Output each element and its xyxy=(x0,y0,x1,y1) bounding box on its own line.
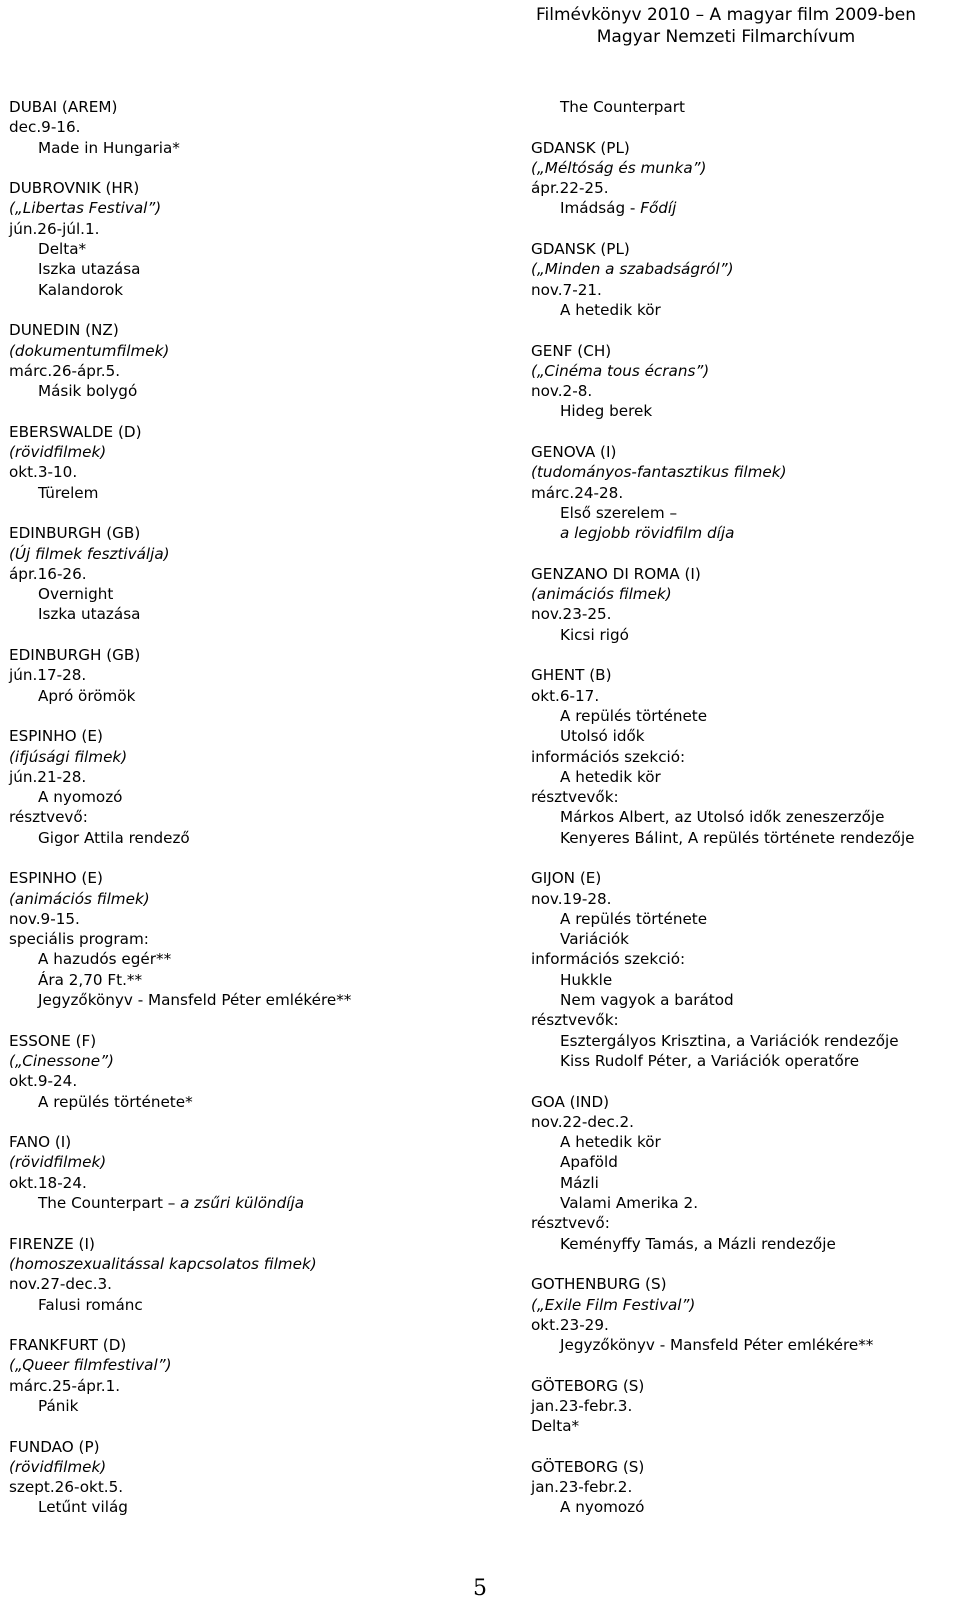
entry-line xyxy=(9,1031,479,1051)
entry-line xyxy=(9,381,479,401)
entry-text: Overnight xyxy=(38,585,114,604)
entry-text: (ifjúsági filmek) xyxy=(9,747,128,766)
entry-line xyxy=(9,807,479,827)
entry-line xyxy=(9,929,479,949)
entry-text: résztvevők: xyxy=(531,1011,619,1030)
entry-line xyxy=(9,787,479,807)
entry-text: okt.23-29. xyxy=(531,1315,609,1334)
entry-line xyxy=(9,1234,479,1254)
header-title: Filmévkönyv 2010 – A magyar film 2009-ben xyxy=(535,5,917,25)
entry-text: márc.25-ápr.1. xyxy=(9,1376,121,1395)
entry-text: Apaföld xyxy=(560,1153,618,1172)
award-text: Fődíj xyxy=(640,199,677,218)
entry-line xyxy=(531,949,956,969)
entry-line xyxy=(531,970,956,990)
entry-line xyxy=(531,1234,956,1254)
entry-line xyxy=(9,442,479,462)
entry-text: GÖTEBORG (S) xyxy=(531,1457,645,1476)
entry-text: a legjobb rövidfilm díja xyxy=(560,524,735,543)
entry-line xyxy=(9,462,479,482)
entry-line xyxy=(531,584,956,604)
entry-text: jún.26-júl.1. xyxy=(9,219,100,238)
entry-text: A nyomozó xyxy=(38,788,123,807)
entry-text: résztvevő: xyxy=(531,1214,610,1233)
festival-entry xyxy=(531,239,956,320)
entry-line xyxy=(9,1092,479,1112)
entry-line xyxy=(9,422,479,442)
entry-line xyxy=(531,1315,956,1335)
entry-line xyxy=(9,198,479,218)
entry-text: A hazudós egér** xyxy=(38,950,172,969)
entry-text: Kiss Rudolf Péter, a Variációk operatőre xyxy=(560,1051,860,1070)
entry-line xyxy=(531,198,956,218)
entry-text: Kenyeres Bálint, A repülés története rendezője xyxy=(560,828,915,847)
entry-text: Pánik xyxy=(38,1397,79,1415)
entry-text: GOA (IND) xyxy=(531,1092,610,1111)
entry-line xyxy=(531,300,956,320)
left-column xyxy=(9,97,479,1538)
entry-line xyxy=(531,1051,956,1071)
entry-line xyxy=(9,138,479,158)
festival-entry xyxy=(531,868,956,1071)
entry-text: Iszka utazása xyxy=(38,605,141,624)
entry-line xyxy=(9,1497,479,1517)
entry-text: (rövidfilmek) xyxy=(9,1153,107,1172)
festival-entry xyxy=(9,1335,479,1416)
entry-line xyxy=(9,604,479,624)
entry-line xyxy=(531,1335,956,1355)
entry-text: okt.6-17. xyxy=(531,686,600,705)
entry-line xyxy=(9,990,479,1010)
entry-text: jún.21-28. xyxy=(9,767,87,786)
entry-line xyxy=(531,462,956,482)
entry-text: (animációs filmek) xyxy=(531,585,672,604)
entry-text: DUBAI (AREM) xyxy=(9,98,118,116)
entry-text: FIRENZE (I) xyxy=(9,1234,95,1253)
entry-line xyxy=(531,665,956,685)
entry-line xyxy=(9,828,479,848)
entry-text: Apró örömök xyxy=(38,686,136,705)
entry-line xyxy=(531,158,956,178)
festival-entry xyxy=(9,868,479,1010)
entry-line xyxy=(9,97,479,117)
entry-line xyxy=(9,361,479,381)
festival-entry xyxy=(9,645,479,706)
entry-line xyxy=(531,868,956,888)
entry-text: Jegyzőkönyv - Mansfeld Péter emlékére** xyxy=(560,1336,874,1355)
entry-line xyxy=(9,665,479,685)
festival-entry xyxy=(531,1092,956,1254)
entry-text: dec.9-16. xyxy=(9,118,81,137)
entry-line xyxy=(9,970,479,990)
entry-line xyxy=(9,320,479,340)
entry-line xyxy=(9,909,479,929)
entry-text: FRANKFURT (D) xyxy=(9,1336,127,1355)
entry-text: jún.17-28. xyxy=(9,666,87,685)
entry-text: GDANSK (PL) xyxy=(531,240,630,259)
entry-line xyxy=(531,1274,956,1294)
entry-text: (rövidfilmek) xyxy=(9,443,107,462)
entry-text: (homoszexualitással kapcsolatos filmek) xyxy=(9,1254,317,1273)
entry-line xyxy=(531,239,956,259)
entry-text: jan.23-febr.2. xyxy=(531,1478,633,1497)
entry-text: GENF (CH) xyxy=(531,341,612,360)
entry-line xyxy=(9,584,479,604)
entry-line xyxy=(531,1010,956,1030)
entry-line: The Counterpart – a zsűri különdíja xyxy=(38,1194,305,1213)
entry-text: szept.26-okt.5. xyxy=(9,1478,124,1497)
entry-line xyxy=(9,1254,479,1274)
festival-entry xyxy=(9,1031,479,1112)
entry-line xyxy=(531,1031,956,1051)
entry-line xyxy=(531,909,956,929)
entry-text: speciális program: xyxy=(9,930,149,949)
entry-line xyxy=(531,178,956,198)
entry-text: A hetedik kör xyxy=(560,767,661,786)
entry-line xyxy=(531,1457,956,1477)
entry-line xyxy=(9,1274,479,1294)
entry-text: („Cinéma tous écrans”) xyxy=(531,361,710,380)
entry-text: nov.2-8. xyxy=(531,382,593,401)
entry-text: okt.9-24. xyxy=(9,1072,78,1091)
entry-text: ESPINHO (E) xyxy=(9,869,103,888)
festival-entry xyxy=(531,138,956,219)
entry-text: („Cinessone”) xyxy=(9,1051,114,1070)
entry-text: Falusi románc xyxy=(38,1295,143,1314)
entry-line xyxy=(531,828,956,848)
entry-text: GENZANO DI ROMA (I) xyxy=(531,564,701,583)
entry-text: Márkos Albert, az Utolsó idők zeneszerzője xyxy=(560,808,885,827)
entry-text: („Méltóság és munka”) xyxy=(531,158,707,177)
entry-line xyxy=(531,747,956,767)
entry-line xyxy=(531,1477,956,1497)
entry-line xyxy=(531,929,956,949)
entry-text: Ára 2,70 Ft.** xyxy=(38,970,143,989)
entry-line xyxy=(531,259,956,279)
entry-text: (tudományos-fantasztikus filmek) xyxy=(531,463,787,482)
entry-text: EBERSWALDE (D) xyxy=(9,422,142,441)
entry-line xyxy=(531,706,956,726)
entry-line xyxy=(9,1457,479,1477)
festival-entry xyxy=(9,523,479,624)
entry-line xyxy=(531,1112,956,1132)
festival-entry xyxy=(531,341,956,422)
entry-line xyxy=(531,564,956,584)
entry-text: Made in Hungaria* xyxy=(38,138,180,157)
entry-line xyxy=(9,178,479,198)
festival-entry xyxy=(531,564,956,645)
entry-line xyxy=(9,523,479,543)
entry-text: Kicsi rigó xyxy=(560,625,629,644)
entry-line xyxy=(531,1152,956,1172)
entry-line xyxy=(531,361,956,381)
entry-text: The Counterpart xyxy=(560,98,685,116)
entry-line xyxy=(531,280,956,300)
entry-line xyxy=(9,1051,479,1071)
entry-text: (dokumentumfilmek) xyxy=(9,341,170,360)
entry-line xyxy=(9,1376,479,1396)
entry-line xyxy=(531,1213,956,1233)
entry-text: információs szekció: xyxy=(531,950,686,969)
entry-line xyxy=(9,341,479,361)
right-column xyxy=(531,97,956,1538)
entry-line xyxy=(9,483,479,503)
entry-text: Utolsó idők xyxy=(560,727,645,746)
entry-text: Gigor Attila rendező xyxy=(38,828,190,847)
entry-text: (rövidfilmek) xyxy=(9,1457,107,1476)
entry-line xyxy=(531,483,956,503)
festival-entry xyxy=(9,1234,479,1315)
entry-line xyxy=(531,1416,956,1436)
entry-text: ESSONE (F) xyxy=(9,1031,97,1050)
entry-line xyxy=(531,523,956,543)
entry-text: Iszka utazása xyxy=(38,260,141,279)
festival-entry xyxy=(9,320,479,401)
entry-text: GENOVA (I) xyxy=(531,443,617,462)
entry-text: Esztergályos Krisztina, a Variációk rendezője xyxy=(560,1031,899,1050)
entry-text: márc.24-28. xyxy=(531,483,624,502)
entry-text: („Minden a szabadságról”) xyxy=(531,260,734,279)
entry-text: jan.23-febr.3. xyxy=(531,1397,633,1415)
festival-entry xyxy=(531,1274,956,1355)
entry-text: GIJON (E) xyxy=(531,869,602,888)
entry-text: A repülés története xyxy=(560,706,708,725)
entry-line xyxy=(9,1295,479,1315)
entry-line xyxy=(9,726,479,746)
entry-line xyxy=(9,1335,479,1355)
entry-line xyxy=(531,686,956,706)
entry-text: Hukkle xyxy=(560,970,613,989)
entry-line xyxy=(9,239,479,259)
entry-line xyxy=(9,1132,479,1152)
entry-line xyxy=(531,625,956,645)
entry-line xyxy=(531,1295,956,1315)
entry-line xyxy=(531,787,956,807)
entry-line xyxy=(531,381,956,401)
entry-text: A hetedik kör xyxy=(560,1133,661,1152)
entry-line xyxy=(9,1355,479,1375)
entry-text: GDANSK (PL) xyxy=(531,138,630,157)
entry-line xyxy=(9,1437,479,1457)
entry-text: nov.7-21. xyxy=(531,280,602,299)
entry-text: nov.22-dec.2. xyxy=(531,1112,635,1131)
entry-text: („Exile Film Festival”) xyxy=(531,1295,696,1314)
entry-text: („Libertas Festival”) xyxy=(9,199,162,218)
entry-line xyxy=(531,726,956,746)
entry-line xyxy=(531,767,956,787)
entry-text: Kalandorok xyxy=(38,280,124,299)
entry-line xyxy=(531,889,956,909)
entry-line xyxy=(9,544,479,564)
entry-text: Hideg berek xyxy=(560,402,653,421)
entry-line xyxy=(9,949,479,969)
entry-line xyxy=(531,1092,956,1112)
entry-line xyxy=(9,686,479,706)
entry-line xyxy=(9,767,479,787)
entry-text: FANO (I) xyxy=(9,1133,72,1152)
entry-line xyxy=(531,1497,956,1517)
entry-text: DUBROVNIK (HR) xyxy=(9,179,140,198)
entry-text: Delta* xyxy=(531,1417,580,1436)
entry-text: GHENT (B) xyxy=(531,666,612,685)
entry-line xyxy=(9,117,479,137)
entry-text: Türelem xyxy=(38,483,99,502)
entry-line xyxy=(9,1152,479,1172)
entry-text: Delta* xyxy=(38,240,87,259)
entry-line xyxy=(531,1193,956,1213)
festival-entry xyxy=(531,442,956,543)
entry-text: A repülés története xyxy=(560,909,708,928)
entry-text: EDINBURGH (GB) xyxy=(9,646,141,665)
entry-text: A nyomozó xyxy=(560,1498,645,1517)
entry-text: Mázli xyxy=(560,1173,599,1192)
festival-entry xyxy=(9,726,479,848)
entry-text: nov.19-28. xyxy=(531,889,612,908)
award-text: a zsűri különdíja xyxy=(180,1194,305,1213)
entry-text: The Counterpart xyxy=(38,1194,163,1213)
entry-line xyxy=(9,219,479,239)
festival-entry xyxy=(531,665,956,848)
entry-text: okt.3-10. xyxy=(9,463,78,482)
entry-line xyxy=(9,747,479,767)
festival-entry xyxy=(531,1376,956,1437)
entry-text: A repülés története* xyxy=(38,1092,193,1111)
festival-entry xyxy=(531,1457,956,1518)
festival-entry xyxy=(531,97,956,117)
entry-text: Keményffy Tamás, a Mázli rendezője xyxy=(560,1234,836,1253)
entry-text: EDINBURGH (GB) xyxy=(9,524,141,543)
entry-line xyxy=(9,1477,479,1497)
entry-text: nov.27-dec.3. xyxy=(9,1275,113,1294)
entry-line xyxy=(531,990,956,1010)
entry-line xyxy=(9,280,479,300)
entry-line xyxy=(9,645,479,665)
entry-text: márc.26-ápr.5. xyxy=(9,361,121,380)
festival-entry xyxy=(9,1132,479,1213)
entry-text: nov.9-15. xyxy=(9,909,80,928)
entry-text: (animációs filmek) xyxy=(9,889,150,908)
entry-text: Másik bolygó xyxy=(38,382,138,401)
entry-text: A hetedik kör xyxy=(560,300,661,319)
entry-text: Nem vagyok a barátod xyxy=(560,991,734,1010)
entry-line xyxy=(531,1132,956,1152)
entry-text: Imádság - xyxy=(560,199,641,218)
page-header xyxy=(516,4,936,48)
entry-line xyxy=(531,341,956,361)
entry-line xyxy=(531,503,956,523)
entry-text: (Új filmek fesztiválja) xyxy=(9,544,170,563)
entry-text: ESPINHO (E) xyxy=(9,727,103,746)
entry-line xyxy=(9,889,479,909)
entry-text: Első szerelem – xyxy=(560,503,678,522)
entry-line xyxy=(531,138,956,158)
entry-text: okt.18-24. xyxy=(9,1173,87,1192)
entry-line xyxy=(9,1396,479,1416)
entry-text: résztvevők: xyxy=(531,788,619,807)
entry-line xyxy=(531,1396,956,1416)
entry-line xyxy=(531,807,956,827)
entry-line xyxy=(531,1173,956,1193)
entry-line xyxy=(9,1173,479,1193)
header-subtitle: Magyar Nemzeti Filmarchívum xyxy=(596,27,856,47)
entry-text: nov.23-25. xyxy=(531,605,612,624)
entry-text: DUNEDIN (NZ) xyxy=(9,321,119,340)
entry-text: ápr.22-25. xyxy=(531,179,609,198)
entry-line xyxy=(531,1376,956,1396)
entry-text: GÖTEBORG (S) xyxy=(531,1376,645,1395)
entry-line xyxy=(9,1071,479,1091)
festival-entry xyxy=(9,1437,479,1518)
entry-text: („Queer filmfestival”) xyxy=(9,1356,172,1375)
entry-line xyxy=(531,442,956,462)
festival-entry xyxy=(9,422,479,503)
entry-text: Valami Amerika 2. xyxy=(560,1194,699,1213)
entry-text: Jegyzőkönyv - Mansfeld Péter emlékére** xyxy=(38,991,352,1010)
entry-text: FUNDAO (P) xyxy=(9,1437,100,1456)
entry-text: résztvevő: xyxy=(9,808,88,827)
entry-line xyxy=(531,401,956,421)
entry-line xyxy=(9,564,479,584)
entry-line xyxy=(531,97,956,117)
entry-line xyxy=(9,868,479,888)
page-number: 5 xyxy=(473,1576,487,1601)
festival-entry xyxy=(9,178,479,300)
entry-text: Letűnt világ xyxy=(38,1498,128,1517)
entry-line xyxy=(9,259,479,279)
festival-entry xyxy=(9,97,479,158)
entry-text: információs szekció: xyxy=(531,747,686,766)
entry-text: GOTHENBURG (S) xyxy=(531,1275,667,1294)
entry-line xyxy=(531,604,956,624)
entry-text: Variációk xyxy=(560,930,629,949)
entry-text: ápr.16-26. xyxy=(9,564,87,583)
